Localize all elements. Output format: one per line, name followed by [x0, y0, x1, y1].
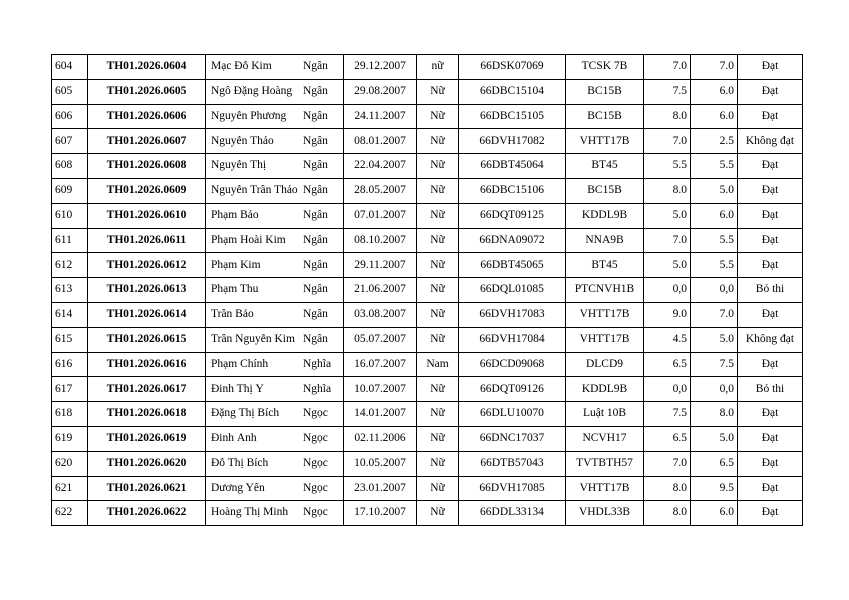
row-number-cell: 613 — [52, 278, 88, 303]
last-middle-name: Ngô Đặng Hoàng — [211, 85, 293, 97]
class-cell: PTCNVH1B — [566, 278, 644, 303]
gender-cell: Nữ — [417, 426, 459, 451]
candidate-code-cell: TH01.2026.0614 — [88, 302, 206, 327]
class-cell: KDDL9B — [566, 377, 644, 402]
date-of-birth-cell: 07.01.2007 — [344, 203, 417, 228]
full-name-cell — [206, 203, 344, 228]
full-name-cell — [206, 451, 344, 476]
full-name-cell — [206, 154, 344, 179]
score-2-cell: 7.0 — [691, 55, 738, 80]
gender-cell: Nữ — [417, 501, 459, 526]
row-number-cell: 618 — [52, 402, 88, 427]
score-2-cell: 9.5 — [691, 476, 738, 501]
result-cell: Bỏ thi — [738, 377, 803, 402]
student-id-cell: 66DBC15105 — [459, 104, 566, 129]
score-1-cell: 7.0 — [644, 451, 691, 476]
score-1-cell: 7.0 — [644, 55, 691, 80]
row-number-cell: 606 — [52, 104, 88, 129]
student-id-cell: 66DDL33134 — [459, 501, 566, 526]
table-row — [52, 302, 803, 327]
full-name-cell — [206, 228, 344, 253]
candidate-code-cell: TH01.2026.0611 — [88, 228, 206, 253]
class-cell: TCSK 7B — [566, 55, 644, 80]
table-row — [52, 104, 803, 129]
first-name: Ngân — [303, 84, 328, 97]
gender-cell: Nữ — [417, 327, 459, 352]
row-number-cell: 610 — [52, 203, 88, 228]
date-of-birth-cell: 08.10.2007 — [344, 228, 417, 253]
score-1-cell: 6.5 — [644, 426, 691, 451]
class-cell: Luật 10B — [566, 402, 644, 427]
score-1-cell: 8.0 — [644, 476, 691, 501]
gender-cell: Nữ — [417, 451, 459, 476]
first-name: Ngân — [303, 308, 328, 321]
date-of-birth-cell: 08.01.2007 — [344, 129, 417, 154]
student-id-cell: 66DLU10070 — [459, 402, 566, 427]
class-cell: BT45 — [566, 154, 644, 179]
score-2-cell: 6.5 — [691, 451, 738, 476]
class-cell: BC15B — [566, 178, 644, 203]
first-name: Ngân — [303, 258, 328, 271]
date-of-birth-cell: 22.04.2007 — [344, 154, 417, 179]
table-row — [52, 129, 803, 154]
class-cell: VHTT17B — [566, 327, 644, 352]
class-cell: TVTBTH57 — [566, 451, 644, 476]
student-id-cell: 66DCD09068 — [459, 352, 566, 377]
class-cell: VHDL33B — [566, 501, 644, 526]
row-number-cell: 620 — [52, 451, 88, 476]
class-cell: KDDL9B — [566, 203, 644, 228]
first-name: Ngọc — [303, 407, 328, 420]
candidate-code-cell: TH01.2026.0610 — [88, 203, 206, 228]
gender-cell: Nữ — [417, 178, 459, 203]
candidate-code-cell: TH01.2026.0605 — [88, 79, 206, 104]
candidate-code-cell: TH01.2026.0606 — [88, 104, 206, 129]
result-cell: Đạt — [738, 302, 803, 327]
full-name-cell — [206, 501, 344, 526]
result-cell: Đạt — [738, 55, 803, 80]
class-cell: NNA9B — [566, 228, 644, 253]
score-2-cell: 0,0 — [691, 377, 738, 402]
first-name: Ngân — [303, 134, 328, 147]
full-name-cell — [206, 302, 344, 327]
score-2-cell: 2.5 — [691, 129, 738, 154]
date-of-birth-cell: 29.12.2007 — [344, 55, 417, 80]
score-1-cell: 8.0 — [644, 178, 691, 203]
row-number-cell: 617 — [52, 377, 88, 402]
first-name: Ngân — [303, 208, 328, 221]
last-middle-name: Nguyễn Thị — [211, 160, 267, 172]
class-cell: NCVH17 — [566, 426, 644, 451]
table-row — [52, 253, 803, 278]
date-of-birth-cell: 10.05.2007 — [344, 451, 417, 476]
row-number-cell: 616 — [52, 352, 88, 377]
result-cell: Đạt — [738, 501, 803, 526]
result-cell: Không đạt — [738, 129, 803, 154]
full-name-cell — [206, 476, 344, 501]
row-number-cell: 614 — [52, 302, 88, 327]
row-number-cell: 609 — [52, 178, 88, 203]
candidate-code-cell: TH01.2026.0622 — [88, 501, 206, 526]
student-id-cell: 66DBT45065 — [459, 253, 566, 278]
student-id-cell: 66DQT09126 — [459, 377, 566, 402]
result-cell: Đạt — [738, 154, 803, 179]
student-id-cell: 66DVH17082 — [459, 129, 566, 154]
date-of-birth-cell: 02.11.2006 — [344, 426, 417, 451]
first-name: Ngân — [303, 332, 328, 345]
table-row — [52, 451, 803, 476]
score-1-cell: 5.0 — [644, 203, 691, 228]
last-middle-name: Đinh Ánh — [211, 433, 257, 445]
gender-cell: Nữ — [417, 278, 459, 303]
last-middle-name: Phạm Thu — [211, 284, 259, 296]
first-name: Ngân — [303, 233, 328, 246]
score-1-cell: 0,0 — [644, 278, 691, 303]
table-row — [52, 203, 803, 228]
row-number-cell: 608 — [52, 154, 88, 179]
row-number-cell: 612 — [52, 253, 88, 278]
student-id-cell: 66DBC15104 — [459, 79, 566, 104]
candidate-code-cell: TH01.2026.0604 — [88, 55, 206, 80]
candidate-code-cell: TH01.2026.0619 — [88, 426, 206, 451]
score-1-cell: 8.0 — [644, 104, 691, 129]
score-2-cell: 7.5 — [691, 352, 738, 377]
score-1-cell: 0,0 — [644, 377, 691, 402]
row-number-cell: 605 — [52, 79, 88, 104]
table-row — [52, 377, 803, 402]
date-of-birth-cell: 29.11.2007 — [344, 253, 417, 278]
gender-cell: nữ — [417, 55, 459, 80]
row-number-cell: 611 — [52, 228, 88, 253]
result-cell: Đạt — [738, 178, 803, 203]
class-cell: BC15B — [566, 104, 644, 129]
result-cell: Không đạt — [738, 327, 803, 352]
class-cell: DLCD9 — [566, 352, 644, 377]
student-id-cell: 66DQL01085 — [459, 278, 566, 303]
result-cell: Đạt — [738, 228, 803, 253]
full-name-cell — [206, 253, 344, 278]
result-cell: Bỏ thi — [738, 278, 803, 303]
student-id-cell: 66DBT45064 — [459, 154, 566, 179]
first-name: Ngọc — [303, 456, 328, 469]
score-2-cell: 5.5 — [691, 228, 738, 253]
score-2-cell: 0,0 — [691, 278, 738, 303]
table-row — [52, 154, 803, 179]
last-middle-name: Mạc Đỗ Kim — [211, 61, 272, 73]
first-name: Ngọc — [303, 506, 328, 519]
last-middle-name: Dương Yến — [211, 482, 265, 494]
first-name: Ngân — [303, 109, 328, 122]
score-1-cell: 8.0 — [644, 501, 691, 526]
last-middle-name: Trần Bảo — [211, 309, 254, 321]
table-row — [52, 228, 803, 253]
last-middle-name: Nguyễn Trần Thảo — [211, 185, 298, 197]
gender-cell: Nữ — [417, 104, 459, 129]
date-of-birth-cell: 03.08.2007 — [344, 302, 417, 327]
result-cell: Đạt — [738, 203, 803, 228]
full-name-cell — [206, 104, 344, 129]
first-name: Ngọc — [303, 481, 328, 494]
result-cell: Đạt — [738, 451, 803, 476]
gender-cell: Nữ — [417, 377, 459, 402]
class-cell: BC15B — [566, 79, 644, 104]
full-name-cell — [206, 352, 344, 377]
score-1-cell: 7.0 — [644, 228, 691, 253]
full-name-cell — [206, 402, 344, 427]
candidate-code-cell: TH01.2026.0608 — [88, 154, 206, 179]
score-1-cell: 6.5 — [644, 352, 691, 377]
candidate-code-cell: TH01.2026.0612 — [88, 253, 206, 278]
table-row — [52, 55, 803, 80]
table-row — [52, 476, 803, 501]
date-of-birth-cell: 29.08.2007 — [344, 79, 417, 104]
candidate-code-cell: TH01.2026.0613 — [88, 278, 206, 303]
student-id-cell: 66DNA09072 — [459, 228, 566, 253]
gender-cell: Nữ — [417, 253, 459, 278]
candidate-code-cell: TH01.2026.0620 — [88, 451, 206, 476]
full-name-cell — [206, 79, 344, 104]
score-2-cell: 5.5 — [691, 154, 738, 179]
score-1-cell: 7.0 — [644, 129, 691, 154]
last-middle-name: Đặng Thị Bích — [211, 408, 280, 420]
first-name: Ngọc — [303, 432, 328, 445]
row-number-cell: 607 — [52, 129, 88, 154]
score-2-cell: 5.0 — [691, 178, 738, 203]
results-table-body — [52, 55, 803, 526]
first-name: Nghĩa — [303, 357, 332, 370]
score-2-cell: 7.0 — [691, 302, 738, 327]
row-number-cell: 615 — [52, 327, 88, 352]
candidate-code-cell: TH01.2026.0609 — [88, 178, 206, 203]
gender-cell: Nữ — [417, 476, 459, 501]
row-number-cell: 621 — [52, 476, 88, 501]
table-row — [52, 426, 803, 451]
class-cell: BT45 — [566, 253, 644, 278]
full-name-cell — [206, 278, 344, 303]
table-row — [52, 79, 803, 104]
gender-cell: Nữ — [417, 129, 459, 154]
score-1-cell: 5.5 — [644, 154, 691, 179]
row-number-cell: 604 — [52, 55, 88, 80]
student-id-cell: 66DVH17083 — [459, 302, 566, 327]
last-middle-name: Phạm Kim — [211, 259, 261, 271]
table-row — [52, 278, 803, 303]
score-2-cell: 8.0 — [691, 402, 738, 427]
result-cell: Đạt — [738, 253, 803, 278]
date-of-birth-cell: 21.06.2007 — [344, 278, 417, 303]
row-number-cell: 619 — [52, 426, 88, 451]
last-middle-name: Nguyễn Thảo — [211, 135, 274, 147]
result-cell: Đạt — [738, 104, 803, 129]
candidate-code-cell: TH01.2026.0616 — [88, 352, 206, 377]
student-id-cell: 66DSK07069 — [459, 55, 566, 80]
date-of-birth-cell: 24.11.2007 — [344, 104, 417, 129]
row-number-cell: 622 — [52, 501, 88, 526]
score-1-cell: 5.0 — [644, 253, 691, 278]
score-2-cell: 5.0 — [691, 327, 738, 352]
full-name-cell — [206, 55, 344, 80]
score-1-cell: 7.5 — [644, 402, 691, 427]
class-cell: VHTT17B — [566, 129, 644, 154]
score-2-cell: 6.0 — [691, 501, 738, 526]
results-table — [51, 54, 803, 526]
score-1-cell: 7.5 — [644, 79, 691, 104]
last-middle-name: Hoàng Thị Minh — [211, 507, 289, 519]
student-id-cell: 66DBC15106 — [459, 178, 566, 203]
table-row — [52, 327, 803, 352]
last-middle-name: Phạm Chính — [211, 358, 269, 370]
class-cell: VHTT17B — [566, 302, 644, 327]
date-of-birth-cell: 23.01.2007 — [344, 476, 417, 501]
student-id-cell: 66DQT09125 — [459, 203, 566, 228]
date-of-birth-cell: 17.10.2007 — [344, 501, 417, 526]
result-cell: Đạt — [738, 79, 803, 104]
candidate-code-cell: TH01.2026.0617 — [88, 377, 206, 402]
score-2-cell: 5.0 — [691, 426, 738, 451]
gender-cell: Nữ — [417, 154, 459, 179]
gender-cell: Nữ — [417, 402, 459, 427]
score-1-cell: 9.0 — [644, 302, 691, 327]
first-name: Ngân — [303, 60, 328, 73]
full-name-cell — [206, 377, 344, 402]
student-id-cell: 66DTB57043 — [459, 451, 566, 476]
student-id-cell: 66DVH17084 — [459, 327, 566, 352]
result-cell: Đạt — [738, 352, 803, 377]
last-middle-name: Nguyễn Phương — [211, 110, 287, 122]
date-of-birth-cell: 05.07.2007 — [344, 327, 417, 352]
last-middle-name: Phạm Hoài Kim — [211, 234, 286, 246]
result-cell: Đạt — [738, 426, 803, 451]
first-name: Ngân — [303, 184, 328, 197]
last-middle-name: Trần Nguyễn Kim — [211, 333, 295, 345]
result-cell: Đạt — [738, 476, 803, 501]
gender-cell: Nữ — [417, 228, 459, 253]
gender-cell: Nữ — [417, 79, 459, 104]
table-row — [52, 402, 803, 427]
date-of-birth-cell: 16.07.2007 — [344, 352, 417, 377]
candidate-code-cell: TH01.2026.0607 — [88, 129, 206, 154]
last-middle-name: Phạm Bảo — [211, 209, 259, 221]
student-id-cell: 66DVH17085 — [459, 476, 566, 501]
full-name-cell — [206, 327, 344, 352]
candidate-code-cell: TH01.2026.0615 — [88, 327, 206, 352]
student-id-cell: 66DNC17037 — [459, 426, 566, 451]
last-middle-name: Đinh Thị Ý — [211, 383, 264, 395]
date-of-birth-cell: 14.01.2007 — [344, 402, 417, 427]
full-name-cell — [206, 178, 344, 203]
result-cell: Đạt — [738, 402, 803, 427]
full-name-cell — [206, 129, 344, 154]
date-of-birth-cell: 28.05.2007 — [344, 178, 417, 203]
score-1-cell: 4.5 — [644, 327, 691, 352]
table-row — [52, 178, 803, 203]
score-2-cell: 5.5 — [691, 253, 738, 278]
table-row — [52, 352, 803, 377]
full-name-cell — [206, 426, 344, 451]
score-2-cell: 6.0 — [691, 79, 738, 104]
first-name: Ngân — [303, 159, 328, 172]
gender-cell: Nữ — [417, 302, 459, 327]
candidate-code-cell: TH01.2026.0618 — [88, 402, 206, 427]
candidate-code-cell: TH01.2026.0621 — [88, 476, 206, 501]
first-name: Ngân — [303, 283, 328, 296]
last-middle-name: Đỗ Thị Bích — [211, 457, 269, 469]
score-2-cell: 6.0 — [691, 104, 738, 129]
class-cell: VHTT17B — [566, 476, 644, 501]
score-2-cell: 6.0 — [691, 203, 738, 228]
gender-cell: Nam — [417, 352, 459, 377]
date-of-birth-cell: 10.07.2007 — [344, 377, 417, 402]
gender-cell: Nữ — [417, 203, 459, 228]
first-name: Nghĩa — [303, 382, 332, 395]
table-row — [52, 501, 803, 526]
